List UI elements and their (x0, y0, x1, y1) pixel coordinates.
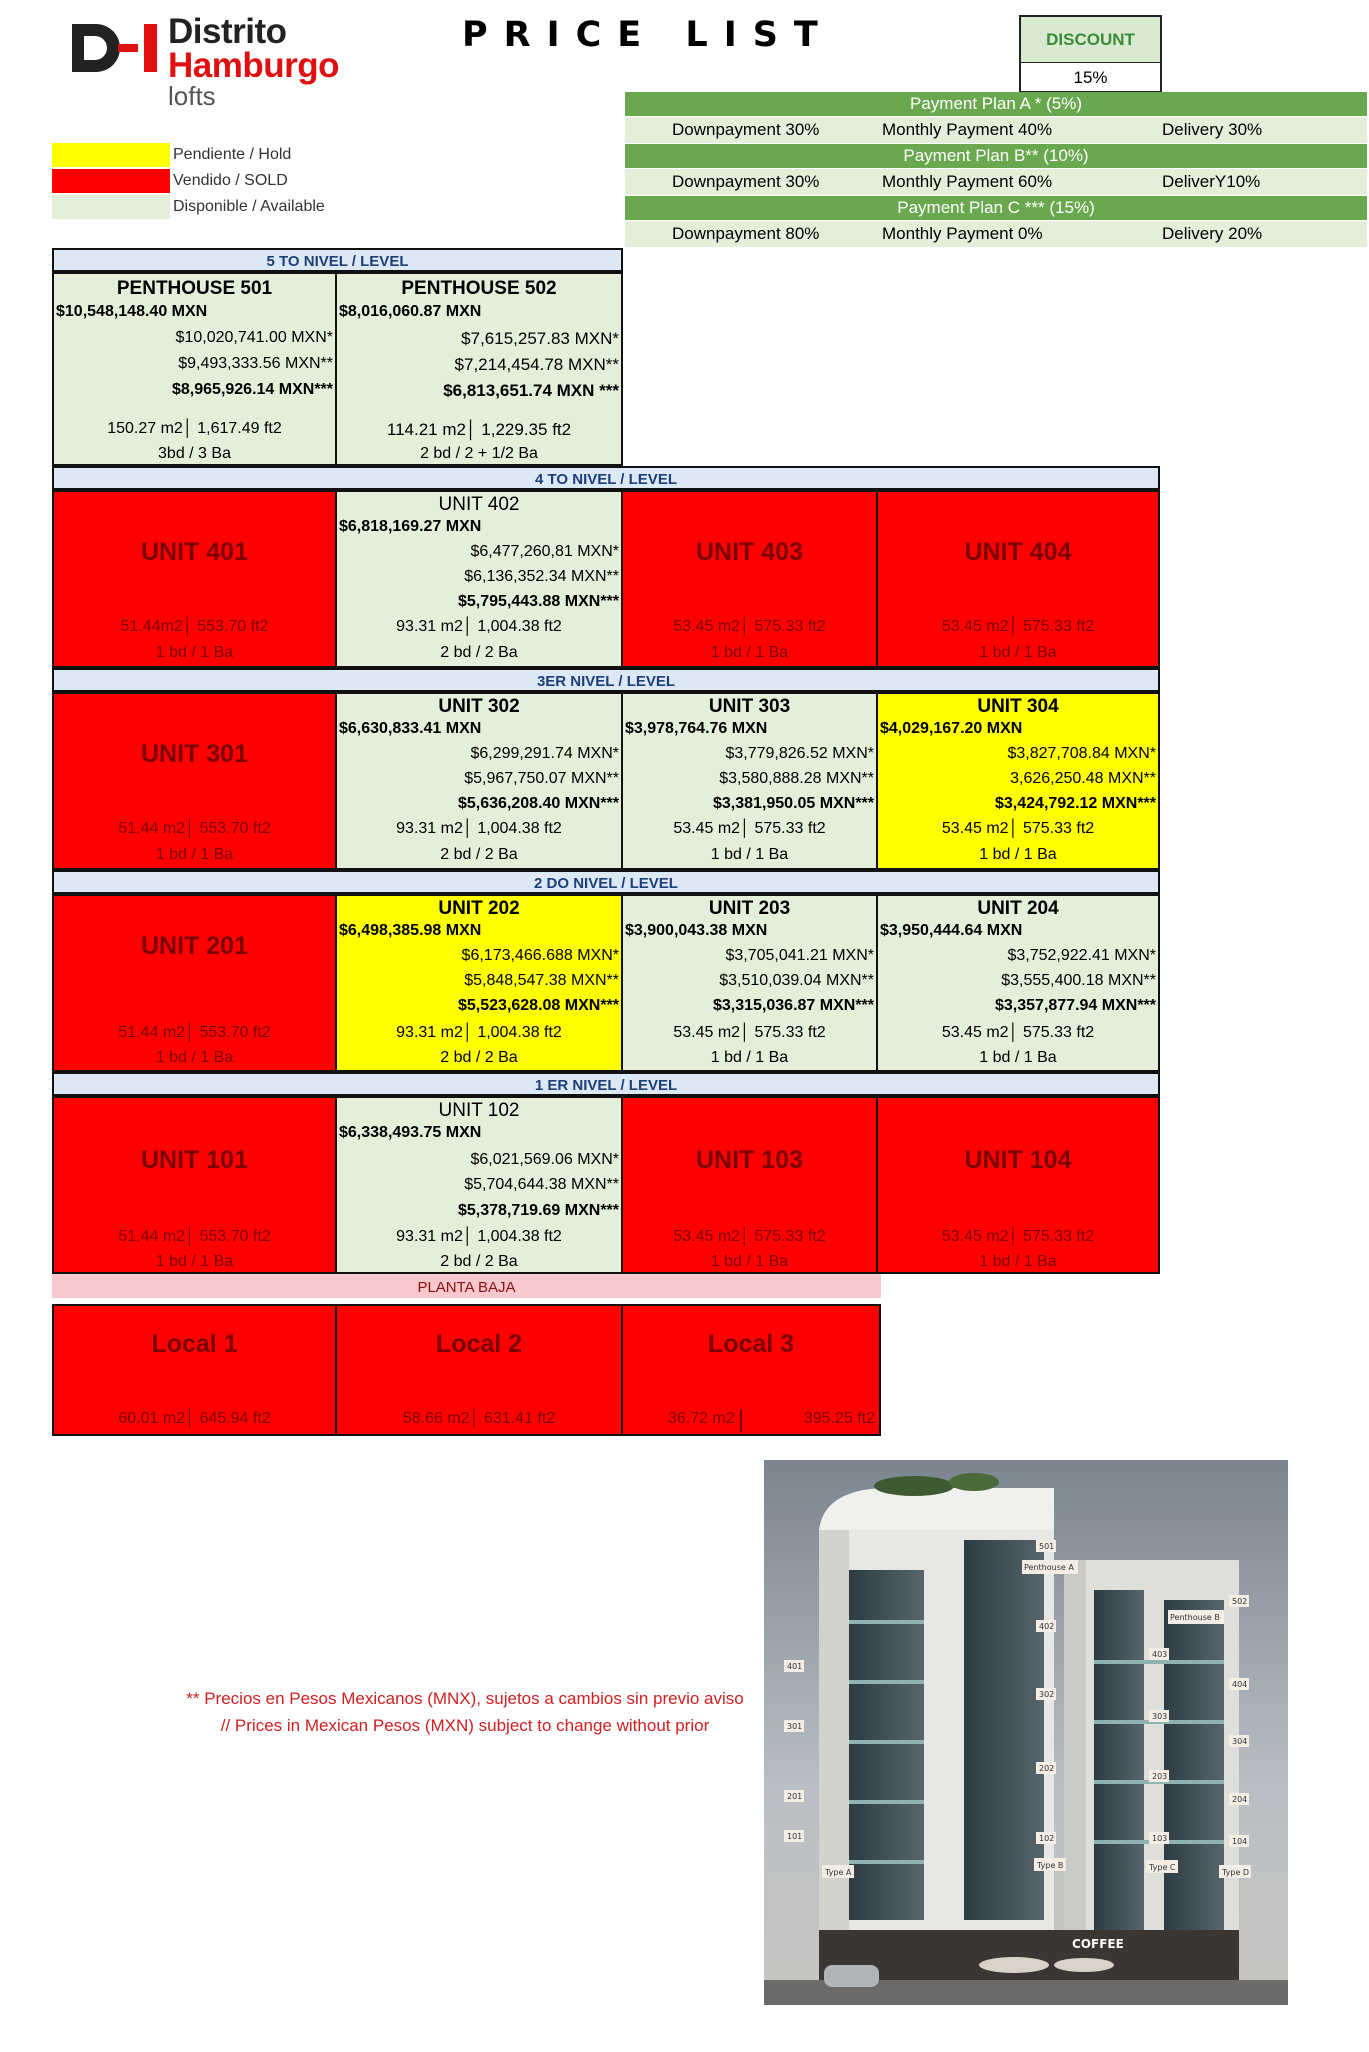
payment-plan-b-title: Payment Plan B** (10%) (625, 144, 1367, 168)
price-plan-a: $6,299,291.74 MXN* (470, 745, 619, 762)
unit-rooms: 1 bd / 1 Ba (979, 1049, 1057, 1066)
area-divider (740, 1410, 742, 1432)
unit-area: 53.45 m2│ 575.33 ft2 (673, 1228, 826, 1245)
base-price: $6,818,169.27 MXN (339, 518, 482, 535)
plan-delivery: Delivery 30% (1162, 120, 1263, 139)
unit-area: 53.45 m2│ 575.33 ft2 (941, 1228, 1095, 1245)
unit-name: UNIT 402 (438, 494, 520, 515)
plan-downpayment: Downpayment 30% (672, 120, 820, 139)
unit-area: 51.44 m2│ 553.70 ft2 (118, 820, 271, 837)
unit-rooms: 2 bd / 2 Ba (440, 1049, 518, 1066)
level-1-header: 1 ER NIVEL / LEVEL (52, 1072, 1160, 1096)
unit-area: 93.31 m2│ 1,004.38 ft2 (396, 618, 562, 635)
label-203: 203 (1152, 1772, 1168, 1781)
unit-name: UNIT 404 (964, 538, 1072, 566)
price-plan-a: $7,615,257.83 MXN* (461, 329, 619, 348)
unit-rooms: 1 bd / 1 Ba (710, 1049, 789, 1066)
discount-box (1019, 15, 1162, 93)
price-plan-a: $3,779,826.52 MXN* (725, 745, 874, 762)
unit-102[interactable] (335, 1096, 623, 1274)
legend-label-hold: Pendiente / Hold (173, 146, 292, 163)
unit-name: PENTHOUSE 501 (116, 278, 273, 299)
unit-101[interactable] (52, 1096, 337, 1274)
base-price: $4,029,167.20 MXN (880, 720, 1023, 737)
unit-penthouse-501[interactable] (52, 272, 337, 466)
legend-swatch-sold (52, 169, 170, 193)
unit-name: UNIT 401 (141, 538, 248, 566)
unit-area: 51.44m2│ 553.70 ft2 (120, 618, 269, 635)
unit-rooms: 1 bd / 1 Ba (979, 644, 1057, 661)
unit-name: UNIT 201 (141, 932, 248, 960)
legend-label-available: Disponible / Available (173, 198, 325, 215)
plan-delivery: DeliverY10% (1162, 172, 1261, 191)
unit-area: 53.45 m2│ 575.33 ft2 (941, 618, 1095, 635)
plan-monthly: Monthly Payment 60% (882, 172, 1053, 191)
unit-104[interactable] (876, 1096, 1160, 1274)
price-plan-b: $6,136,352.34 MXN** (464, 568, 619, 585)
unit-name: Local 2 (435, 1330, 523, 1358)
price-plan-a: $6,477,260,81 MXN* (470, 543, 619, 560)
unit-penthouse-502[interactable] (335, 272, 623, 466)
plan-monthly: Monthly Payment 40% (882, 120, 1053, 139)
unit-204[interactable] (876, 894, 1160, 1072)
label-type-c: Type C (1149, 1863, 1176, 1872)
price-plan-a: $3,705,041.21 MXN* (725, 947, 874, 964)
base-price: $8,016,060.87 MXN (339, 303, 482, 320)
base-price: $10,548,148.40 MXN (56, 303, 208, 320)
price-plan-b: $9,493,333.56 MXN** (178, 355, 333, 372)
unit-name: UNIT 101 (141, 1146, 248, 1174)
price-plan-c: $5,636,208.40 MXN*** (458, 795, 619, 812)
payment-plan-b-row (625, 169, 1367, 195)
plan-monthly: Monthly Payment 0% (882, 224, 1043, 243)
local-1[interactable] (52, 1304, 337, 1436)
brand-tagline: lofts (168, 81, 216, 111)
label-type-b: Type B (1037, 1861, 1064, 1870)
unit-rooms: 1 bd / 1 Ba (979, 846, 1057, 863)
unit-401[interactable] (52, 490, 337, 668)
discount-value: 15% (1073, 68, 1108, 87)
price-plan-b: 3,626,250.48 MXN** (1010, 770, 1156, 787)
price-plan-c: $3,424,792.12 MXN*** (995, 795, 1156, 812)
unit-name: UNIT 301 (141, 740, 248, 768)
unit-rooms: 3bd / 3 Ba (158, 445, 231, 462)
unit-name: UNIT 403 (696, 538, 803, 566)
unit-area: 114.21 m2│ 1,229.35 ft2 (386, 420, 572, 439)
unit-rooms: 1 bd / 1 Ba (155, 1049, 234, 1066)
local-2[interactable] (335, 1304, 623, 1436)
base-price: $3,900,043.38 MXN (625, 922, 768, 939)
price-plan-a: $6,021,569.06 MXN* (470, 1151, 619, 1168)
unit-name: UNIT 204 (977, 898, 1059, 919)
local-3[interactable] (621, 1304, 881, 1436)
unit-rooms: 1 bd / 1 Ba (710, 1253, 789, 1270)
unit-area: 51.44 m2│ 553.70 ft2 (118, 1228, 271, 1245)
price-plan-b: $5,704,644.38 MXN** (464, 1176, 619, 1193)
brand-name-accent: Hamburgo (168, 46, 339, 85)
label-404: 404 (1232, 1680, 1248, 1689)
unit-area: 53.45 m2│ 575.33 ft2 (941, 1024, 1095, 1041)
price-plan-c: $8,965,926.14 MXN*** (172, 381, 333, 398)
unit-area: 58.66 m2│ 631.41 ft2 (402, 1410, 556, 1427)
label-301: 301 (787, 1722, 803, 1731)
unit-rooms: 2 bd / 2 Ba (440, 644, 518, 661)
legend-swatch-available (52, 195, 170, 219)
payment-plan-c-row (625, 221, 1367, 247)
label-401: 401 (787, 1662, 803, 1671)
building-rendering (764, 1460, 1288, 2005)
unit-area: 53.45 m2│ 575.33 ft2 (941, 820, 1095, 837)
base-price: $6,630,833.41 MXN (339, 720, 482, 737)
unit-304[interactable] (876, 692, 1160, 870)
unit-name: Local 1 (151, 1330, 238, 1358)
unit-rooms: 2 bd / 2 Ba (440, 1253, 518, 1270)
unit-rooms: 2 bd / 2 + 1/2 Ba (420, 445, 538, 462)
price-plan-a: $3,827,708.84 MXN* (1007, 745, 1156, 762)
label-103: 103 (1152, 1834, 1168, 1843)
label-204: 204 (1232, 1795, 1248, 1804)
price-plan-a: $10,020,741.00 MXN* (175, 329, 333, 346)
brand-name: Distrito (168, 12, 287, 51)
label-104: 104 (1232, 1837, 1248, 1846)
label-102: 102 (1039, 1834, 1055, 1843)
label-302: 302 (1039, 1690, 1055, 1699)
label-type-d: Type D (1222, 1868, 1250, 1877)
label-403: 403 (1152, 1650, 1168, 1659)
base-price: $6,498,385.98 MXN (339, 922, 482, 939)
price-plan-c: $3,381,950.05 MXN*** (713, 795, 874, 812)
price-plan-c: $5,795,443.88 MXN*** (458, 593, 619, 610)
unit-203[interactable] (621, 894, 878, 1072)
unit-rooms: 1 bd / 1 Ba (979, 1253, 1057, 1270)
price-plan-b: $3,580,888.28 MXN** (719, 770, 874, 787)
unit-area: 53.45 m2│ 575.33 ft2 (673, 820, 826, 837)
price-plan-a: $6,173,466.688 MXN* (461, 947, 619, 964)
unit-area: 53.45 m2│ 575.33 ft2 (673, 1024, 826, 1041)
discount-label: DISCOUNT (1021, 17, 1160, 63)
plan-downpayment: Downpayment 80% (672, 224, 820, 243)
label-penthouse-a: Penthouse A (1024, 1563, 1074, 1572)
legend-swatch-hold (52, 143, 170, 167)
price-plan-b: $3,555,400.18 MXN** (1001, 972, 1156, 989)
level-2-header: 2 DO NIVEL / LEVEL (52, 870, 1160, 894)
plan-downpayment: Downpayment 30% (672, 172, 820, 191)
unit-rooms: 1 bd / 1 Ba (155, 1253, 234, 1270)
unit-302[interactable] (335, 692, 623, 870)
unit-404[interactable] (876, 490, 1160, 668)
price-plan-b: $5,848,547.38 MXN** (464, 972, 619, 989)
unit-name: PENTHOUSE 502 (401, 278, 557, 299)
price-plan-b: $5,967,750.07 MXN** (464, 770, 619, 787)
price-plan-c: $6,813,651.74 MXN *** (443, 381, 619, 400)
label-402: 402 (1039, 1622, 1055, 1631)
label-type-a: Type A (825, 1868, 852, 1877)
unit-rooms: 1 bd / 1 Ba (710, 644, 789, 661)
unit-name: UNIT 302 (438, 696, 520, 717)
unit-rooms: 2 bd / 2 Ba (440, 846, 518, 863)
base-price: $3,978,764.76 MXN (625, 720, 768, 737)
page-title: PRICE LIST (462, 15, 834, 55)
payment-plan-c-title: Payment Plan C *** (15%) (625, 196, 1367, 220)
label-303: 303 (1152, 1712, 1168, 1721)
unit-rooms: 1 bd / 1 Ba (710, 846, 789, 863)
unit-name: UNIT 304 (977, 696, 1059, 717)
unit-area: 93.31 m2│ 1,004.38 ft2 (396, 1228, 562, 1245)
base-price: $6,338,493.75 MXN (339, 1124, 482, 1141)
label-304: 304 (1232, 1737, 1248, 1746)
legend-label-sold: Vendido / SOLD (173, 172, 288, 189)
unit-name: UNIT 104 (964, 1146, 1072, 1174)
unit-202[interactable] (335, 894, 623, 1072)
price-plan-c: $5,523,628.08 MXN*** (458, 997, 619, 1014)
plan-delivery: Delivery 20% (1162, 224, 1263, 243)
unit-rooms: 1 bd / 1 Ba (155, 644, 234, 661)
unit-403[interactable] (621, 490, 878, 668)
base-price: $3,950,444.64 MXN (880, 922, 1023, 939)
price-plan-b: $3,510,039.04 MXN** (719, 972, 874, 989)
payment-plan-a-title: Payment Plan A * (5%) (625, 92, 1367, 116)
price-plan-b: $7,214,454.78 MXN** (454, 355, 619, 374)
payment-plan-a-row (625, 117, 1367, 143)
unit-area: 51.44 m2│ 553.70 ft2 (118, 1024, 271, 1041)
label-penthouse-b: Penthouse B (1170, 1613, 1220, 1622)
price-plan-c: $3,357,877.94 MXN*** (995, 997, 1156, 1014)
unit-301[interactable] (52, 692, 337, 870)
label-101: 101 (787, 1832, 803, 1841)
unit-402[interactable] (335, 490, 623, 668)
price-plan-a: $3,752,922.41 MXN* (1007, 947, 1156, 964)
unit-name: UNIT 203 (708, 898, 791, 919)
unit-area-m2: 36.72 m2 (668, 1410, 735, 1427)
unit-area: 93.31 m2│ 1,004.38 ft2 (396, 1024, 562, 1041)
unit-name: Local 3 (707, 1330, 795, 1358)
price-disclaimer: ** Precios en Pesos Mexicanos (MNX), sujetos a cambios sin previo aviso // Prices in Mexican Pesos (MXN) subject to change without prior (186, 1689, 744, 1735)
label-coffee-sign: COFFEE (1072, 1937, 1124, 1951)
unit-name: UNIT 103 (696, 1146, 803, 1174)
unit-area: 93.31 m2│ 1,004.38 ft2 (396, 820, 562, 837)
label-202: 202 (1039, 1764, 1055, 1773)
level-5-header: 5 TO NIVEL / LEVEL (52, 248, 623, 272)
brand-logo-mark (68, 20, 163, 76)
unit-103[interactable] (621, 1096, 878, 1274)
unit-rooms: 1 bd / 1 Ba (155, 846, 234, 863)
unit-name: UNIT 202 (438, 898, 520, 919)
level-3-header: 3ER NIVEL / LEVEL (52, 668, 1160, 692)
label-502: 502 (1232, 1597, 1248, 1606)
unit-name: UNIT 102 (438, 1100, 520, 1121)
price-plan-c: $3,315,036.87 MXN*** (713, 997, 874, 1014)
unit-area: 150.27 m2│ 1,617.49 ft2 (107, 420, 282, 437)
unit-303[interactable] (621, 692, 878, 870)
unit-area: 53.45 m2│ 575.33 ft2 (673, 618, 826, 635)
level-4-header: 4 TO NIVEL / LEVEL (52, 466, 1160, 490)
price-plan-c: $5,378,719.69 MXN*** (458, 1202, 619, 1219)
ground-floor-header: PLANTA BAJA (52, 1274, 881, 1298)
label-501: 501 (1039, 1542, 1055, 1551)
unit-name: UNIT 303 (708, 696, 791, 717)
unit-201[interactable] (52, 894, 337, 1072)
unit-area-ft2: 395.25 ft2 (803, 1410, 875, 1427)
unit-area: 60.01 m2│ 645.94 ft2 (118, 1410, 271, 1427)
label-201: 201 (787, 1792, 803, 1801)
